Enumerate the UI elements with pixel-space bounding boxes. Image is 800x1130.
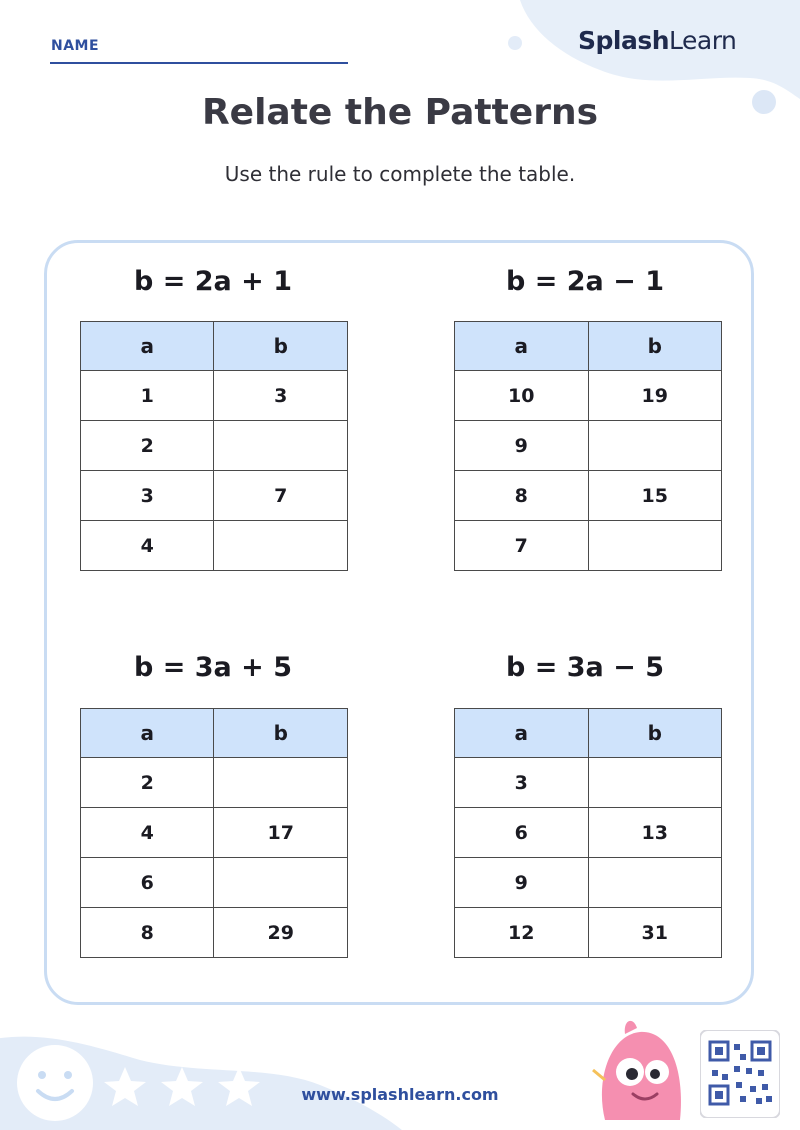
table-row — [81, 471, 348, 521]
pattern-table — [80, 321, 348, 571]
cell-b: 17 — [214, 808, 348, 858]
cell-b-blank[interactable] — [588, 758, 722, 808]
pattern-table — [454, 321, 722, 571]
cell-a: 3 — [455, 758, 589, 808]
cell-b-blank[interactable] — [214, 858, 348, 908]
cell-a: 6 — [455, 808, 589, 858]
table-row — [455, 421, 722, 471]
table-header-row — [455, 322, 722, 371]
table-row — [81, 808, 348, 858]
decor-dot — [508, 36, 522, 50]
brand-logo — [578, 26, 736, 55]
cell-b-blank[interactable] — [588, 858, 722, 908]
header-cell-b: b — [214, 322, 348, 371]
footer-blob-decoration — [0, 1015, 430, 1130]
cell-b-blank[interactable] — [588, 421, 722, 471]
table-row — [455, 758, 722, 808]
rule-label: b = 2a − 1 — [506, 266, 664, 297]
cell-b-blank[interactable] — [588, 521, 722, 571]
cell-b: 29 — [214, 908, 348, 958]
rule-label: b = 3a − 5 — [506, 652, 664, 683]
cell-a: 2 — [81, 758, 214, 808]
cell-b-blank[interactable] — [214, 758, 348, 808]
cell-b: 7 — [214, 471, 348, 521]
cell-a: 4 — [81, 808, 214, 858]
cell-a: 9 — [455, 421, 589, 471]
brand-logo-bold: Splash — [578, 26, 670, 55]
header-cell-b: b — [214, 709, 348, 758]
cell-b: 13 — [588, 808, 722, 858]
header-cell-a: a — [455, 709, 589, 758]
table-row — [455, 858, 722, 908]
header-cell-a: a — [455, 322, 589, 371]
cell-a: 8 — [455, 471, 589, 521]
cell-a: 2 — [81, 421, 214, 471]
cell-b: 31 — [588, 908, 722, 958]
pattern-table — [80, 708, 348, 958]
brand-logo-light: Learn — [669, 26, 737, 55]
table-header-row — [81, 322, 348, 371]
smiley-icon — [17, 1045, 93, 1121]
table-header-row — [81, 709, 348, 758]
rule-label: b = 2a + 1 — [134, 266, 292, 297]
name-write-line — [50, 62, 348, 64]
cell-b-blank[interactable] — [214, 421, 348, 471]
table-row — [81, 908, 348, 958]
table-row — [455, 808, 722, 858]
cell-b: 19 — [588, 371, 722, 421]
page-title: Relate the Patterns — [201, 92, 599, 133]
table-row — [81, 371, 348, 421]
header-cell-a: a — [81, 709, 214, 758]
table-row — [455, 371, 722, 421]
cell-a: 6 — [81, 858, 214, 908]
table-row — [81, 858, 348, 908]
cell-a: 10 — [455, 371, 589, 421]
table-row — [455, 908, 722, 958]
table-row — [455, 521, 722, 571]
cell-b: 3 — [214, 371, 348, 421]
table-row — [81, 521, 348, 571]
header-cell-b: b — [588, 322, 722, 371]
monster-mascot-icon — [585, 1010, 695, 1130]
table-row — [455, 471, 722, 521]
table-row — [81, 758, 348, 808]
footer-url: www.splashlearn.com — [301, 1085, 499, 1104]
page-subtitle: Use the rule to complete the table. — [224, 162, 576, 186]
cell-a: 8 — [81, 908, 214, 958]
cell-b: 15 — [588, 471, 722, 521]
header-cell-b: b — [588, 709, 722, 758]
header-cell-a: a — [81, 322, 214, 371]
cell-a: 9 — [455, 858, 589, 908]
pattern-table — [454, 708, 722, 958]
table-row — [81, 421, 348, 471]
cell-a: 4 — [81, 521, 214, 571]
qr-code-icon — [700, 1030, 780, 1118]
name-label: NAME — [51, 38, 100, 54]
cell-a: 7 — [455, 521, 589, 571]
table-header-row — [455, 709, 722, 758]
cell-a: 1 — [81, 371, 214, 421]
cell-b-blank[interactable] — [214, 521, 348, 571]
cell-a: 12 — [455, 908, 589, 958]
rule-label: b = 3a + 5 — [134, 652, 292, 683]
cell-a: 3 — [81, 471, 214, 521]
